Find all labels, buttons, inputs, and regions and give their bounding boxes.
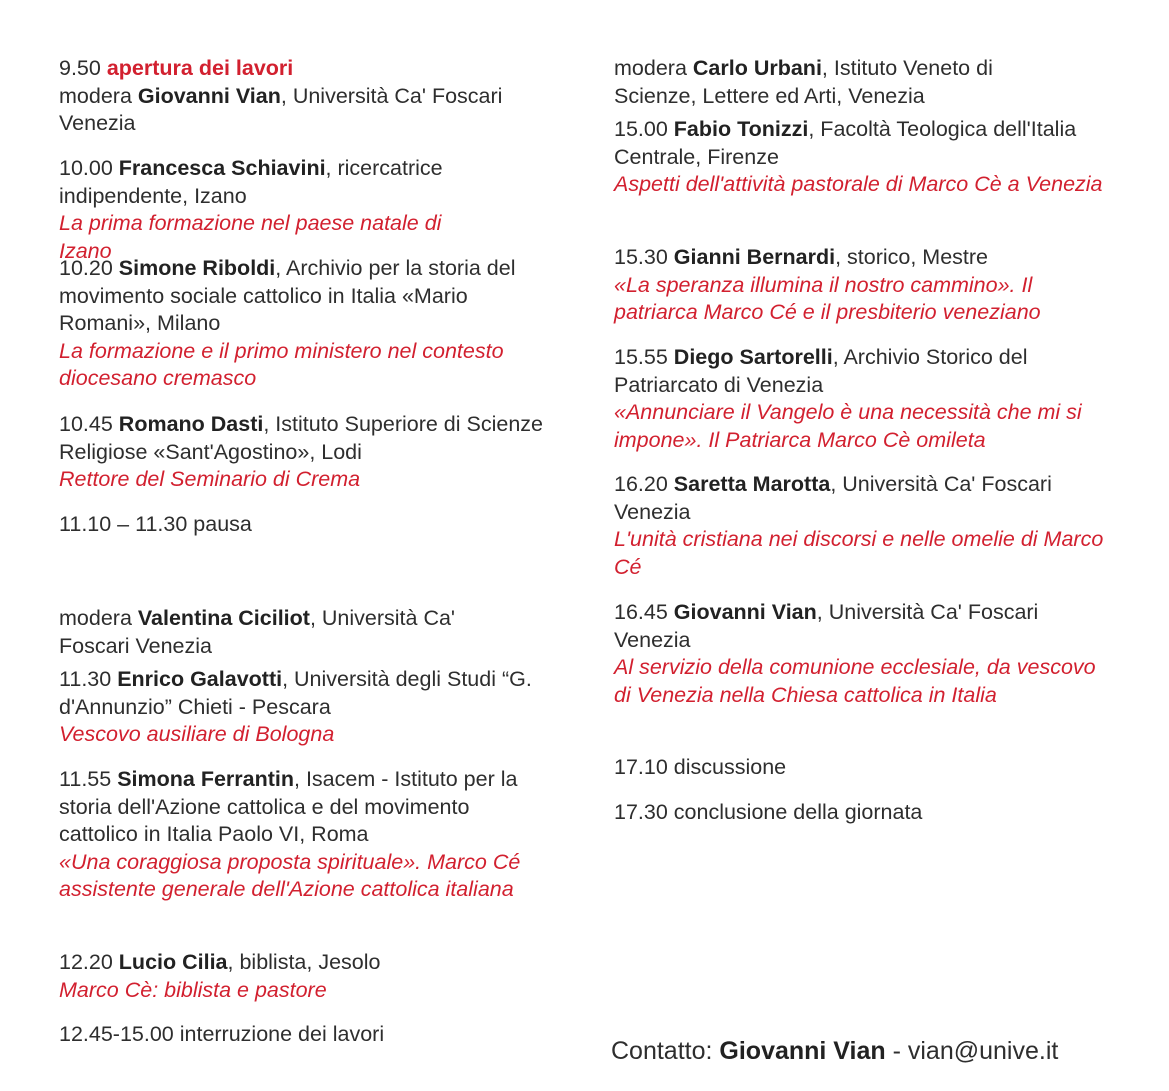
time: 15.00 (614, 117, 668, 141)
speaker-affiliation: , Istituto Superiore di Scienze Religiose «Sant'Agostino», Lodi (59, 412, 544, 464)
talk (59, 666, 554, 749)
contact-line (611, 1038, 1058, 1066)
time: 16.20 (614, 472, 668, 496)
talk-title: La formazione e il primo ministero nel contesto diocesano cremasco (59, 338, 504, 390)
talk-title: Vescovo ausiliare di Bologna (59, 722, 335, 746)
moderator-name: Valentina Ciciliot (137, 606, 310, 630)
speaker-name: Fabio Tonizzi (673, 117, 809, 141)
pause: 11.10 – 11.30 pausa (59, 512, 252, 536)
moderator-prefix: modera (59, 83, 132, 108)
talk (614, 599, 1114, 709)
talk (614, 471, 1114, 581)
speaker-affiliation: , Isacem - Istituto per la storia dell'Azione cattolica e del movimento cattolico in Italia Paolo VI, Roma (59, 767, 518, 846)
time: 11.55 (59, 767, 112, 791)
talk (614, 344, 1114, 454)
talk-title: La prima formazione nel paese natale di Izano (59, 211, 442, 263)
time: 16.45 (614, 600, 668, 624)
moderator-prefix: modera (614, 56, 687, 80)
talk-title: Al servizio della comunione ecclesiale, da vescovo di Venezia nella Chiesa cattolica in Italia (614, 655, 1096, 707)
talk-title: Aspetti dell'attività pastorale di Marco Cè a Venezia (614, 172, 1103, 196)
talk (59, 766, 554, 904)
moderator-name: Giovanni Vian (137, 83, 281, 108)
time: 10.45 (59, 412, 113, 436)
speaker-affiliation: , Università Ca' Foscari Venezia (614, 472, 1052, 524)
speaker-name: Enrico Galavotti (117, 667, 283, 691)
speaker-affiliation: , Facoltà Teologica dell'Italia Centrale, Firenze (614, 117, 1077, 169)
talk (59, 949, 554, 1004)
time: 10.20 (59, 256, 113, 280)
talk (59, 155, 489, 265)
time: 12.20 (59, 950, 113, 974)
speaker-affiliation: , Archivio Storico del Patriarcato di Venezia (614, 345, 1028, 397)
speaker-affiliation: , Università degli Studi “G. d'Annunzio” Chieti - Pescara (59, 667, 532, 719)
talk (614, 116, 1114, 199)
speaker-affiliation: , biblista, Jesolo (227, 950, 381, 974)
conclusion: 17.30 conclusione della giornata (614, 800, 923, 824)
speaker-affiliation: , Archivio per la storia del movimento sociale cattolico in Italia «Mario Romani», Milano (59, 256, 516, 335)
speaker-name: Saretta Marotta (673, 472, 831, 496)
speaker-name: Simone Riboldi (118, 256, 276, 280)
speaker-affiliation: , Università Ca' Foscari Venezia (614, 600, 1039, 652)
speaker-name: Diego Sartorelli (673, 345, 833, 369)
speaker-name: Romano Dasti (118, 412, 264, 436)
talk-title: Rettore del Seminario di Crema (59, 467, 361, 491)
moderator-affiliation: , Università Ca' Foscari Venezia (59, 83, 503, 135)
contact-name: Giovanni Vian (719, 1037, 886, 1065)
contact-email[interactable]: vian@unive.it (907, 1037, 1059, 1065)
speaker-name: Francesca Schiavini (118, 156, 326, 180)
talk-title: «La speranza illumina il nostro cammino». Il patriarca Marco Cé e il presbiterio veneziano (614, 272, 1041, 324)
contact-separator: - (885, 1037, 908, 1065)
moderator-prefix: modera (59, 606, 132, 630)
moderator-affiliation: , Istituto Veneto di Scienze, Lettere ed Arti, Venezia (614, 56, 993, 108)
talk (59, 411, 554, 494)
discussion: 17.10 discussione (614, 755, 787, 779)
speaker-affiliation: , ricercatrice indipendente, Izano (59, 156, 443, 208)
contact-label: Contatto: (611, 1037, 720, 1065)
moderator-block (59, 605, 499, 660)
opening-block (59, 55, 554, 138)
talk (59, 255, 554, 393)
lunch-break: 12.45-15.00 interruzione dei lavori (59, 1022, 385, 1046)
moderator-name: Carlo Urbani (692, 56, 822, 80)
talk-title: L'unità cristiana nei discorsi e nelle omelie di Marco Cé (614, 527, 1104, 579)
opening-label: apertura dei lavori (106, 56, 294, 80)
talk-title: «Una coraggiosa proposta spirituale». Marco Cé assistente generale dell'Azione cattolica italiana (59, 849, 521, 901)
talk-title: Marco Cè: biblista e pastore (59, 977, 327, 1002)
time: 10.00 (59, 156, 113, 180)
time: 15.30 (614, 245, 668, 269)
speaker-affiliation: , storico, Mestre (835, 245, 989, 269)
time: 11.30 (59, 667, 112, 691)
talk (614, 244, 1114, 327)
time: 15.55 (614, 345, 668, 369)
talk-title: «Annunciare il Vangelo è una necessità che mi si impone». Il Patriarca Marco Cè omileta (614, 400, 1082, 452)
time: 9.50 (59, 56, 101, 80)
speaker-name: Gianni Bernardi (673, 245, 836, 269)
speaker-name: Simona Ferrantin (117, 767, 295, 791)
speaker-name: Lucio Cilia (118, 950, 228, 974)
moderator-block (614, 55, 1044, 110)
moderator-affiliation: , Università Ca' Foscari Venezia (59, 606, 456, 658)
speaker-name: Giovanni Vian (673, 600, 817, 624)
